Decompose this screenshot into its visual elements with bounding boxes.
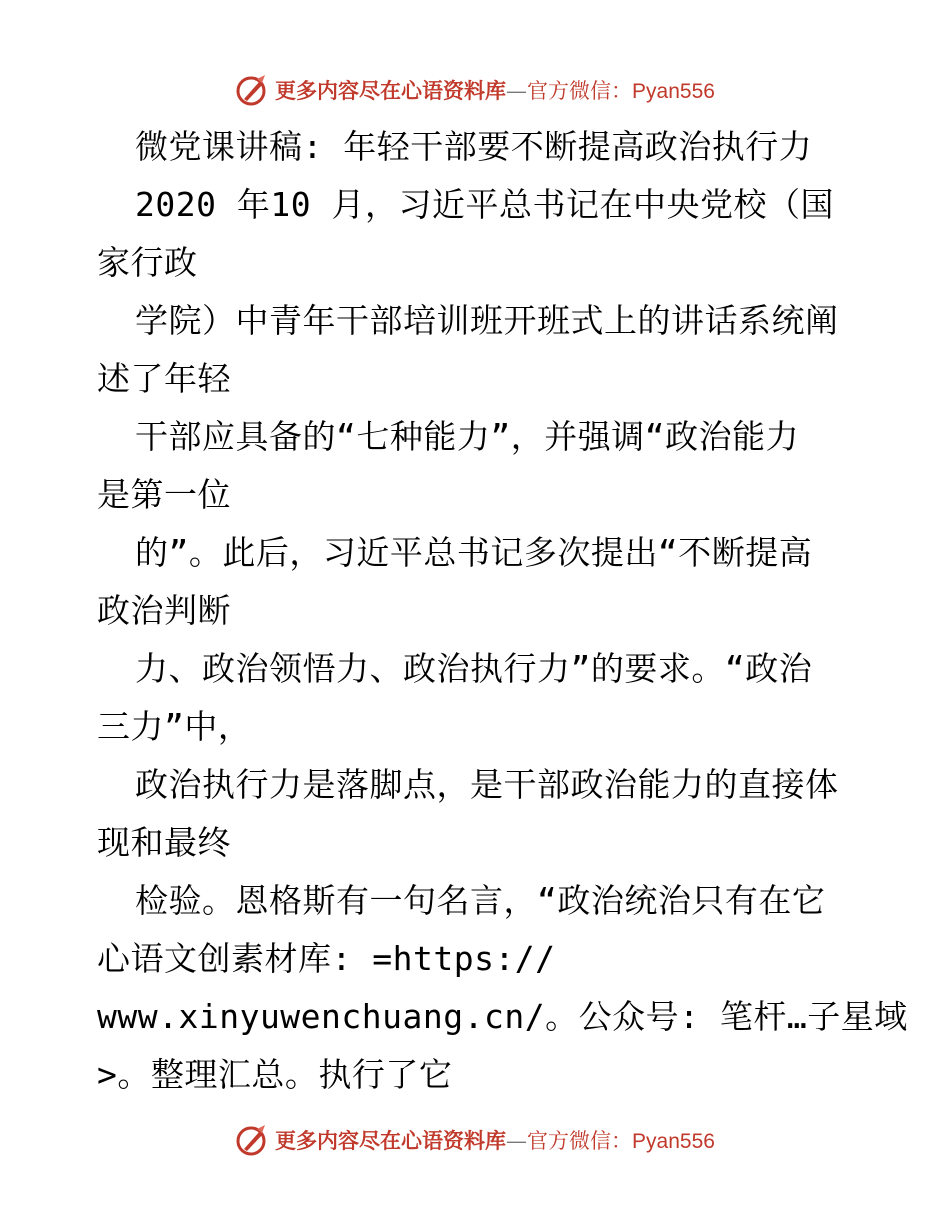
doc-line: 检验。恩格斯有一句名言，“政治统治只有在它 <box>135 881 826 920</box>
doc-line: >。整理汇总。执行了它 <box>97 1055 453 1094</box>
doc-title: 微党课讲稿: 年轻干部要不断提高政治执行力 <box>135 127 813 166</box>
doc-line: 述了年轻 <box>97 359 231 398</box>
banner-main-text: 更多内容尽在心语资料库 <box>275 1128 507 1153</box>
banner-text <box>275 75 715 105</box>
doc-line: 力、政治领悟力、政治执行力”的要求。“政治 <box>135 649 813 688</box>
doc-line: 是第一位 <box>97 475 231 514</box>
doc-line: 现和最终 <box>97 823 231 862</box>
doc-line: www.xinyuwenchuang.cn/。公众号: 笔杆…子星域 <box>97 997 908 1036</box>
doc-line: 政治执行力是落脚点，是干部政治能力的直接体 <box>135 765 839 804</box>
header-banner <box>0 70 950 110</box>
quill-pen-logo-icon <box>235 73 269 107</box>
doc-line: 家行政 <box>97 243 198 282</box>
doc-line: 学院）中青年干部培训班开班式上的讲话系统阐 <box>135 301 839 340</box>
doc-line: 干部应具备的“七种能力”，并强调“政治能力 <box>135 417 800 456</box>
banner-wechat-text: 官方微信：Pyan556 <box>527 1130 715 1153</box>
footer-banner <box>0 1120 950 1160</box>
doc-line: 三力”中， <box>97 707 252 746</box>
doc-line: 的”。此后，习近平总书记多次提出“不断提高 <box>135 533 813 572</box>
banner-dash: — <box>506 79 528 103</box>
document-body <box>97 118 908 1104</box>
banner-main-text: 更多内容尽在心语资料库 <box>275 78 507 103</box>
banner-wechat-text: 官方微信：Pyan556 <box>527 80 715 103</box>
banner-dash: — <box>506 1129 528 1153</box>
doc-line: 心语文创素材库: =https:// <box>97 939 556 978</box>
doc-line: 政治判断 <box>97 591 231 630</box>
quill-pen-logo-icon <box>235 1123 269 1157</box>
doc-line: 2020 年10 月，习近平总书记在中央党校（国 <box>135 185 834 224</box>
banner-text <box>275 1125 715 1155</box>
